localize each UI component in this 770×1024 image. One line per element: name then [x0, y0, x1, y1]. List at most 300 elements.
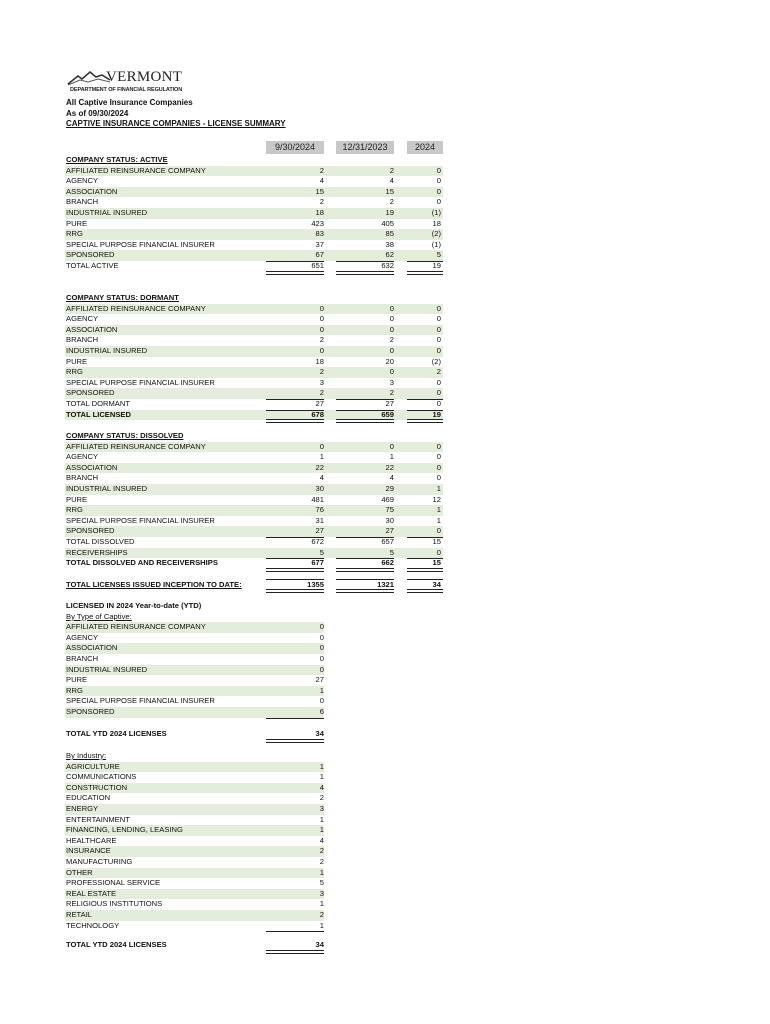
value-change: 0	[436, 324, 441, 334]
by-industry-label: By Industry:	[66, 751, 107, 760]
value-current: 0	[319, 324, 324, 334]
row-label: INDUSTRIAL INSURED	[66, 484, 148, 493]
rule	[266, 399, 324, 400]
value-change: 0	[436, 165, 441, 175]
value-change: 0	[436, 388, 441, 398]
value-current: 83	[315, 229, 324, 239]
double-rule	[266, 419, 324, 423]
row-label: RRG	[66, 367, 83, 377]
value-change: 1	[436, 515, 441, 525]
value-change: 1	[436, 484, 441, 493]
value-current: 2	[319, 857, 324, 866]
double-rule	[407, 568, 443, 572]
row-label: AFFILIATED REINSURANCE COMPANY	[66, 303, 206, 313]
row-label: REAL ESTATE	[66, 888, 117, 898]
value-change: 0	[436, 346, 441, 355]
value-prior: 4	[389, 176, 394, 186]
value-current: 1	[319, 685, 324, 695]
row-label: SPECIAL PURPOSE FINANCIAL INSURER	[66, 696, 215, 706]
row-label: TECHNOLOGY	[66, 920, 120, 930]
table-row	[65, 346, 443, 357]
row-label: ASSOCIATION	[66, 324, 118, 334]
value-change: 0	[436, 303, 441, 313]
table-row	[65, 707, 324, 718]
double-rule	[266, 950, 324, 954]
row-label: INDUSTRIAL INSURED	[66, 664, 148, 674]
ytd-total-label: TOTAL YTD 2024 LICENSES	[66, 940, 167, 949]
row-label: PURE	[66, 494, 88, 504]
table-row	[65, 772, 324, 783]
value-prior: 3	[389, 377, 394, 387]
value-current: 2	[319, 388, 324, 398]
value-change: 19	[432, 409, 441, 419]
table-row	[65, 388, 443, 399]
row-label: RETAIL	[66, 910, 93, 919]
value-current: 0	[319, 346, 324, 355]
row-label: RELIGIOUS INSTITUTIONS	[66, 899, 163, 909]
row-label: TOTAL DORMANT	[66, 399, 130, 408]
value-current: 1	[319, 814, 324, 824]
table-row	[65, 846, 324, 857]
value-current: 2	[319, 846, 324, 856]
table-row	[65, 643, 324, 654]
value-current: 37	[315, 239, 324, 249]
ytd-total-row	[65, 729, 324, 740]
row-label: MANUFACTURING	[66, 857, 133, 866]
row-label: INDUSTRIAL INSURED	[66, 208, 148, 217]
table-row	[65, 335, 443, 346]
value-prior: 38	[385, 239, 394, 249]
double-rule	[336, 419, 394, 423]
value-prior: 5	[389, 547, 394, 557]
inception-current: 1355	[307, 580, 324, 589]
value-current: 678	[311, 409, 324, 419]
value-change: 0	[436, 526, 441, 536]
value-change: 15	[432, 558, 441, 568]
table-row	[65, 495, 443, 506]
row-label: INSURANCE	[66, 846, 111, 856]
value-current: 3	[319, 804, 324, 813]
mountain-icon	[66, 68, 110, 88]
rule	[336, 261, 394, 262]
table-row	[65, 219, 443, 230]
table-row	[65, 696, 324, 707]
double-rule	[266, 739, 324, 743]
value-current: 1	[319, 761, 324, 771]
by-type-heading	[65, 612, 324, 623]
section-title: COMPANY STATUS: DORMANT	[66, 293, 179, 302]
value-current: 27	[315, 399, 324, 408]
value-current: 0	[319, 622, 324, 632]
value-current: 27	[315, 675, 324, 685]
value-prior: 62	[385, 250, 394, 260]
logo-department: DEPARTMENT OF FINANCIAL REGULATION	[70, 87, 183, 93]
value-prior: 632	[381, 261, 394, 270]
value-change: 2	[436, 367, 441, 377]
value-current: 0	[319, 696, 324, 706]
ytd-title	[65, 601, 324, 612]
double-rule	[407, 419, 443, 423]
value-prior: 405	[381, 218, 394, 228]
column-header-current: 9/30/2024	[266, 141, 324, 154]
value-current: 2	[319, 197, 324, 207]
row-label: TOTAL DISSOLVED AND RECEIVERSHIPS	[66, 558, 218, 568]
table-row	[65, 314, 443, 325]
row-label: PURE	[66, 675, 88, 685]
table-row	[65, 921, 324, 932]
value-prior: 22	[385, 462, 394, 472]
value-current: 6	[319, 707, 324, 716]
table-row	[65, 197, 443, 208]
report-scope: All Captive Insurance Companies	[66, 98, 193, 107]
row-label: OTHER	[66, 867, 93, 877]
row-label: AGENCY	[66, 314, 99, 324]
section-dormant	[65, 293, 443, 304]
value-prior: 0	[389, 314, 394, 324]
value-change: (1)	[431, 208, 441, 217]
row-label: INDUSTRIAL INSURED	[66, 346, 148, 355]
table-row	[65, 208, 443, 219]
value-current: 4	[319, 782, 324, 792]
value-current: 3	[319, 888, 324, 898]
ytd-total-value: 34	[315, 940, 324, 949]
value-current: 4	[319, 835, 324, 845]
row-label: ENTERTAINMENT	[66, 814, 130, 824]
table-row	[65, 910, 324, 921]
rule	[407, 261, 443, 262]
value-change: 15	[432, 537, 441, 546]
rule	[266, 558, 324, 559]
by-industry-heading	[65, 751, 324, 762]
value-current: 0	[319, 664, 324, 674]
section-title: COMPANY STATUS: DISSOLVED	[66, 431, 184, 440]
row-label: ENERGY	[66, 804, 99, 813]
value-prior: 662	[381, 558, 394, 568]
table-row	[65, 463, 443, 474]
rule	[266, 579, 324, 580]
table-row	[65, 836, 324, 847]
row-label: BRANCH	[66, 335, 99, 345]
rule	[266, 410, 324, 411]
value-prior: 19	[385, 208, 394, 217]
value-current: 2	[319, 910, 324, 919]
value-change: 0	[436, 314, 441, 324]
value-current: 0	[319, 303, 324, 313]
double-rule	[266, 271, 324, 275]
row-label: RRG	[66, 505, 83, 515]
value-prior: 0	[389, 441, 394, 451]
table-row	[65, 783, 324, 794]
value-prior: 0	[389, 303, 394, 313]
value-change: 0	[436, 399, 441, 408]
value-change: (1)	[431, 239, 441, 249]
value-prior: 1	[389, 452, 394, 462]
row-label: SPONSORED	[66, 250, 115, 260]
value-current: 0	[319, 314, 324, 324]
value-prior: 85	[385, 229, 394, 239]
value-change: 18	[432, 218, 441, 228]
rule	[407, 399, 443, 400]
value-current: 1	[319, 899, 324, 909]
value-current: 0	[319, 632, 324, 642]
value-current: 2	[319, 367, 324, 377]
row-label: AGENCY	[66, 176, 99, 186]
ytd-title-label: LICENSED IN 2024 Year-to-date (YTD)	[66, 601, 202, 610]
value-current: 4	[319, 176, 324, 186]
value-prior: 29	[385, 484, 394, 493]
row-label: AFFILIATED REINSURANCE COMPANY	[66, 165, 206, 175]
value-change: 0	[436, 335, 441, 345]
value-current: 677	[311, 558, 324, 568]
section-active	[65, 155, 443, 166]
rule	[336, 399, 394, 400]
value-change: 0	[436, 176, 441, 186]
value-current: 1	[319, 867, 324, 877]
value-current: 1	[319, 920, 324, 930]
table-row	[65, 825, 324, 836]
value-prior: 0	[389, 367, 394, 377]
row-label: AFFILIATED REINSURANCE COMPANY	[66, 622, 206, 632]
value-current: 1	[319, 452, 324, 462]
rule	[336, 410, 394, 411]
row-label: PURE	[66, 218, 88, 228]
row-label: TOTAL LICENSED	[66, 409, 131, 419]
row-label: AGENCY	[66, 452, 99, 462]
value-change: 0	[436, 462, 441, 472]
row-label: HEALTHCARE	[66, 835, 117, 845]
rule	[266, 261, 324, 262]
table-row	[65, 889, 324, 900]
row-label: RECEIVERSHIPS	[66, 547, 128, 557]
report-date: As of 09/30/2024	[66, 109, 129, 118]
vermont-logo	[66, 68, 196, 98]
table-row	[65, 378, 443, 389]
value-current: 18	[315, 356, 324, 366]
table-row	[65, 505, 443, 516]
table-row	[65, 452, 443, 463]
row-label: ASSOCIATION	[66, 462, 118, 472]
row-label: EDUCATION	[66, 793, 111, 803]
double-rule	[336, 568, 394, 572]
table-row	[65, 516, 443, 527]
rule	[407, 537, 443, 538]
table-row	[65, 622, 324, 633]
logo-wordmark: VERMONT	[106, 69, 183, 85]
column-header-change: 2024	[407, 141, 443, 154]
value-current: 5	[319, 878, 324, 888]
value-change: 12	[432, 494, 441, 504]
value-change: 19	[432, 261, 441, 270]
table-row	[65, 166, 443, 177]
table-row	[65, 857, 324, 868]
row-label: BRANCH	[66, 654, 99, 663]
value-current: 3	[319, 377, 324, 387]
section-dissolved	[65, 431, 443, 442]
table-row	[65, 250, 443, 261]
rule	[266, 537, 324, 538]
value-current: 2	[319, 165, 324, 175]
row-label: SPONSORED	[66, 526, 115, 536]
rule	[407, 579, 443, 580]
table-row	[65, 654, 324, 665]
rule	[336, 537, 394, 538]
value-change: 0	[436, 197, 441, 207]
value-change: 0	[436, 452, 441, 462]
value-change: 1	[436, 505, 441, 515]
table-row	[65, 399, 443, 410]
table-row	[65, 868, 324, 879]
table-row	[65, 665, 324, 676]
value-current: 30	[315, 484, 324, 493]
value-prior: 659	[381, 409, 394, 419]
value-prior: 2	[389, 335, 394, 345]
value-prior: 2	[389, 388, 394, 398]
ytd-total-industry-row	[65, 940, 324, 951]
table-row	[65, 325, 443, 336]
table-row	[65, 762, 324, 773]
value-current: 1	[319, 772, 324, 782]
inception-change: 34	[432, 580, 441, 589]
value-current: 423	[311, 218, 324, 228]
table-row	[65, 815, 324, 826]
value-prior: 2	[389, 165, 394, 175]
table-row	[65, 229, 443, 240]
row-label: PURE	[66, 356, 88, 366]
row-label: AFFILIATED REINSURANCE COMPANY	[66, 441, 206, 451]
table-row	[65, 878, 324, 889]
row-label: TOTAL ACTIVE	[66, 261, 119, 270]
column-header-prior: 12/31/2023	[336, 141, 394, 154]
double-rule	[407, 589, 443, 593]
table-row	[65, 442, 443, 453]
row-label: RRG	[66, 229, 83, 239]
value-current: 0	[319, 643, 324, 653]
rule	[407, 410, 443, 411]
value-prior: 4	[389, 473, 394, 483]
double-rule	[266, 568, 324, 572]
value-change: 0	[436, 186, 441, 196]
table-row	[65, 526, 443, 537]
table-row	[65, 176, 443, 187]
table-row	[65, 899, 324, 910]
table-row	[65, 537, 443, 548]
value-current: 27	[315, 526, 324, 536]
table-row	[65, 548, 443, 559]
double-rule	[407, 271, 443, 275]
value-prior: 15	[385, 186, 394, 196]
row-label: ASSOCIATION	[66, 643, 118, 653]
double-rule	[266, 589, 324, 593]
double-rule	[336, 271, 394, 275]
value-change: (2)	[431, 356, 441, 366]
value-current: 5	[319, 547, 324, 557]
value-current: 1	[319, 825, 324, 835]
rule	[266, 931, 324, 932]
value-change: 0	[436, 473, 441, 483]
value-current: 672	[311, 537, 324, 546]
row-label: BRANCH	[66, 473, 99, 483]
row-label: SPONSORED	[66, 388, 115, 398]
inception-label: TOTAL LICENSES ISSUED INCEPTION TO DATE:	[66, 580, 242, 589]
double-rule	[336, 589, 394, 593]
table-row	[65, 804, 324, 815]
value-current: 0	[319, 654, 324, 663]
value-change: 5	[436, 250, 441, 260]
value-current: 481	[311, 494, 324, 504]
rule	[336, 558, 394, 559]
value-prior: 75	[385, 505, 394, 515]
value-current: 76	[315, 505, 324, 515]
value-prior: 27	[385, 526, 394, 536]
row-label: TOTAL DISSOLVED	[66, 537, 135, 546]
table-row	[65, 357, 443, 368]
row-label: AGRICULTURE	[66, 761, 120, 771]
table-row	[65, 187, 443, 198]
row-label: SPECIAL PURPOSE FINANCIAL INSURER	[66, 239, 215, 249]
row-label: COMMUNICATIONS	[66, 772, 137, 782]
value-change: 0	[436, 547, 441, 557]
value-prior: 0	[389, 346, 394, 355]
table-row	[65, 367, 443, 378]
value-prior: 657	[381, 537, 394, 546]
rule	[266, 718, 324, 719]
table-row	[65, 675, 324, 686]
by-type-label: By Type of Captive:	[66, 611, 132, 621]
ytd-total-value: 34	[315, 729, 324, 738]
value-current: 31	[315, 515, 324, 525]
row-label: BRANCH	[66, 197, 99, 207]
value-prior: 27	[385, 399, 394, 408]
row-label: ASSOCIATION	[66, 186, 118, 196]
value-prior: 469	[381, 494, 394, 504]
table-row	[65, 473, 443, 484]
value-change: 0	[436, 441, 441, 451]
value-prior: 0	[389, 324, 394, 334]
row-label: RRG	[66, 685, 83, 695]
table-row	[65, 240, 443, 251]
value-prior: 2	[389, 197, 394, 207]
table-row	[65, 304, 443, 315]
row-label: AGENCY	[66, 632, 99, 642]
row-label: FINANCING, LENDING, LEASING	[66, 825, 183, 835]
value-change: 0	[436, 377, 441, 387]
table-row	[65, 793, 324, 804]
value-current: 67	[315, 250, 324, 260]
value-change: (2)	[431, 229, 441, 239]
rule	[407, 558, 443, 559]
row-label: PROFESSIONAL SERVICE	[66, 878, 161, 888]
value-current: 15	[315, 186, 324, 196]
value-current: 22	[315, 462, 324, 472]
rule	[336, 579, 394, 580]
ytd-total-label: TOTAL YTD 2024 LICENSES	[66, 729, 167, 738]
row-label: SPECIAL PURPOSE FINANCIAL INSURER	[66, 515, 215, 525]
row-label: SPONSORED	[66, 707, 115, 716]
value-current: 0	[319, 441, 324, 451]
report-title: CAPTIVE INSURANCE COMPANIES - LICENSE SUMMARY	[66, 119, 286, 128]
value-current: 4	[319, 473, 324, 483]
row-label: SPECIAL PURPOSE FINANCIAL INSURER	[66, 377, 215, 387]
row-label: CONSTRUCTION	[66, 782, 128, 792]
value-prior: 20	[385, 356, 394, 366]
inception-prior: 1321	[377, 580, 394, 589]
section-title: COMPANY STATUS: ACTIVE	[66, 155, 168, 164]
value-current: 2	[319, 335, 324, 345]
value-current: 651	[311, 261, 324, 270]
value-prior: 30	[385, 515, 394, 525]
value-current: 2	[319, 793, 324, 803]
table-row	[65, 484, 443, 495]
